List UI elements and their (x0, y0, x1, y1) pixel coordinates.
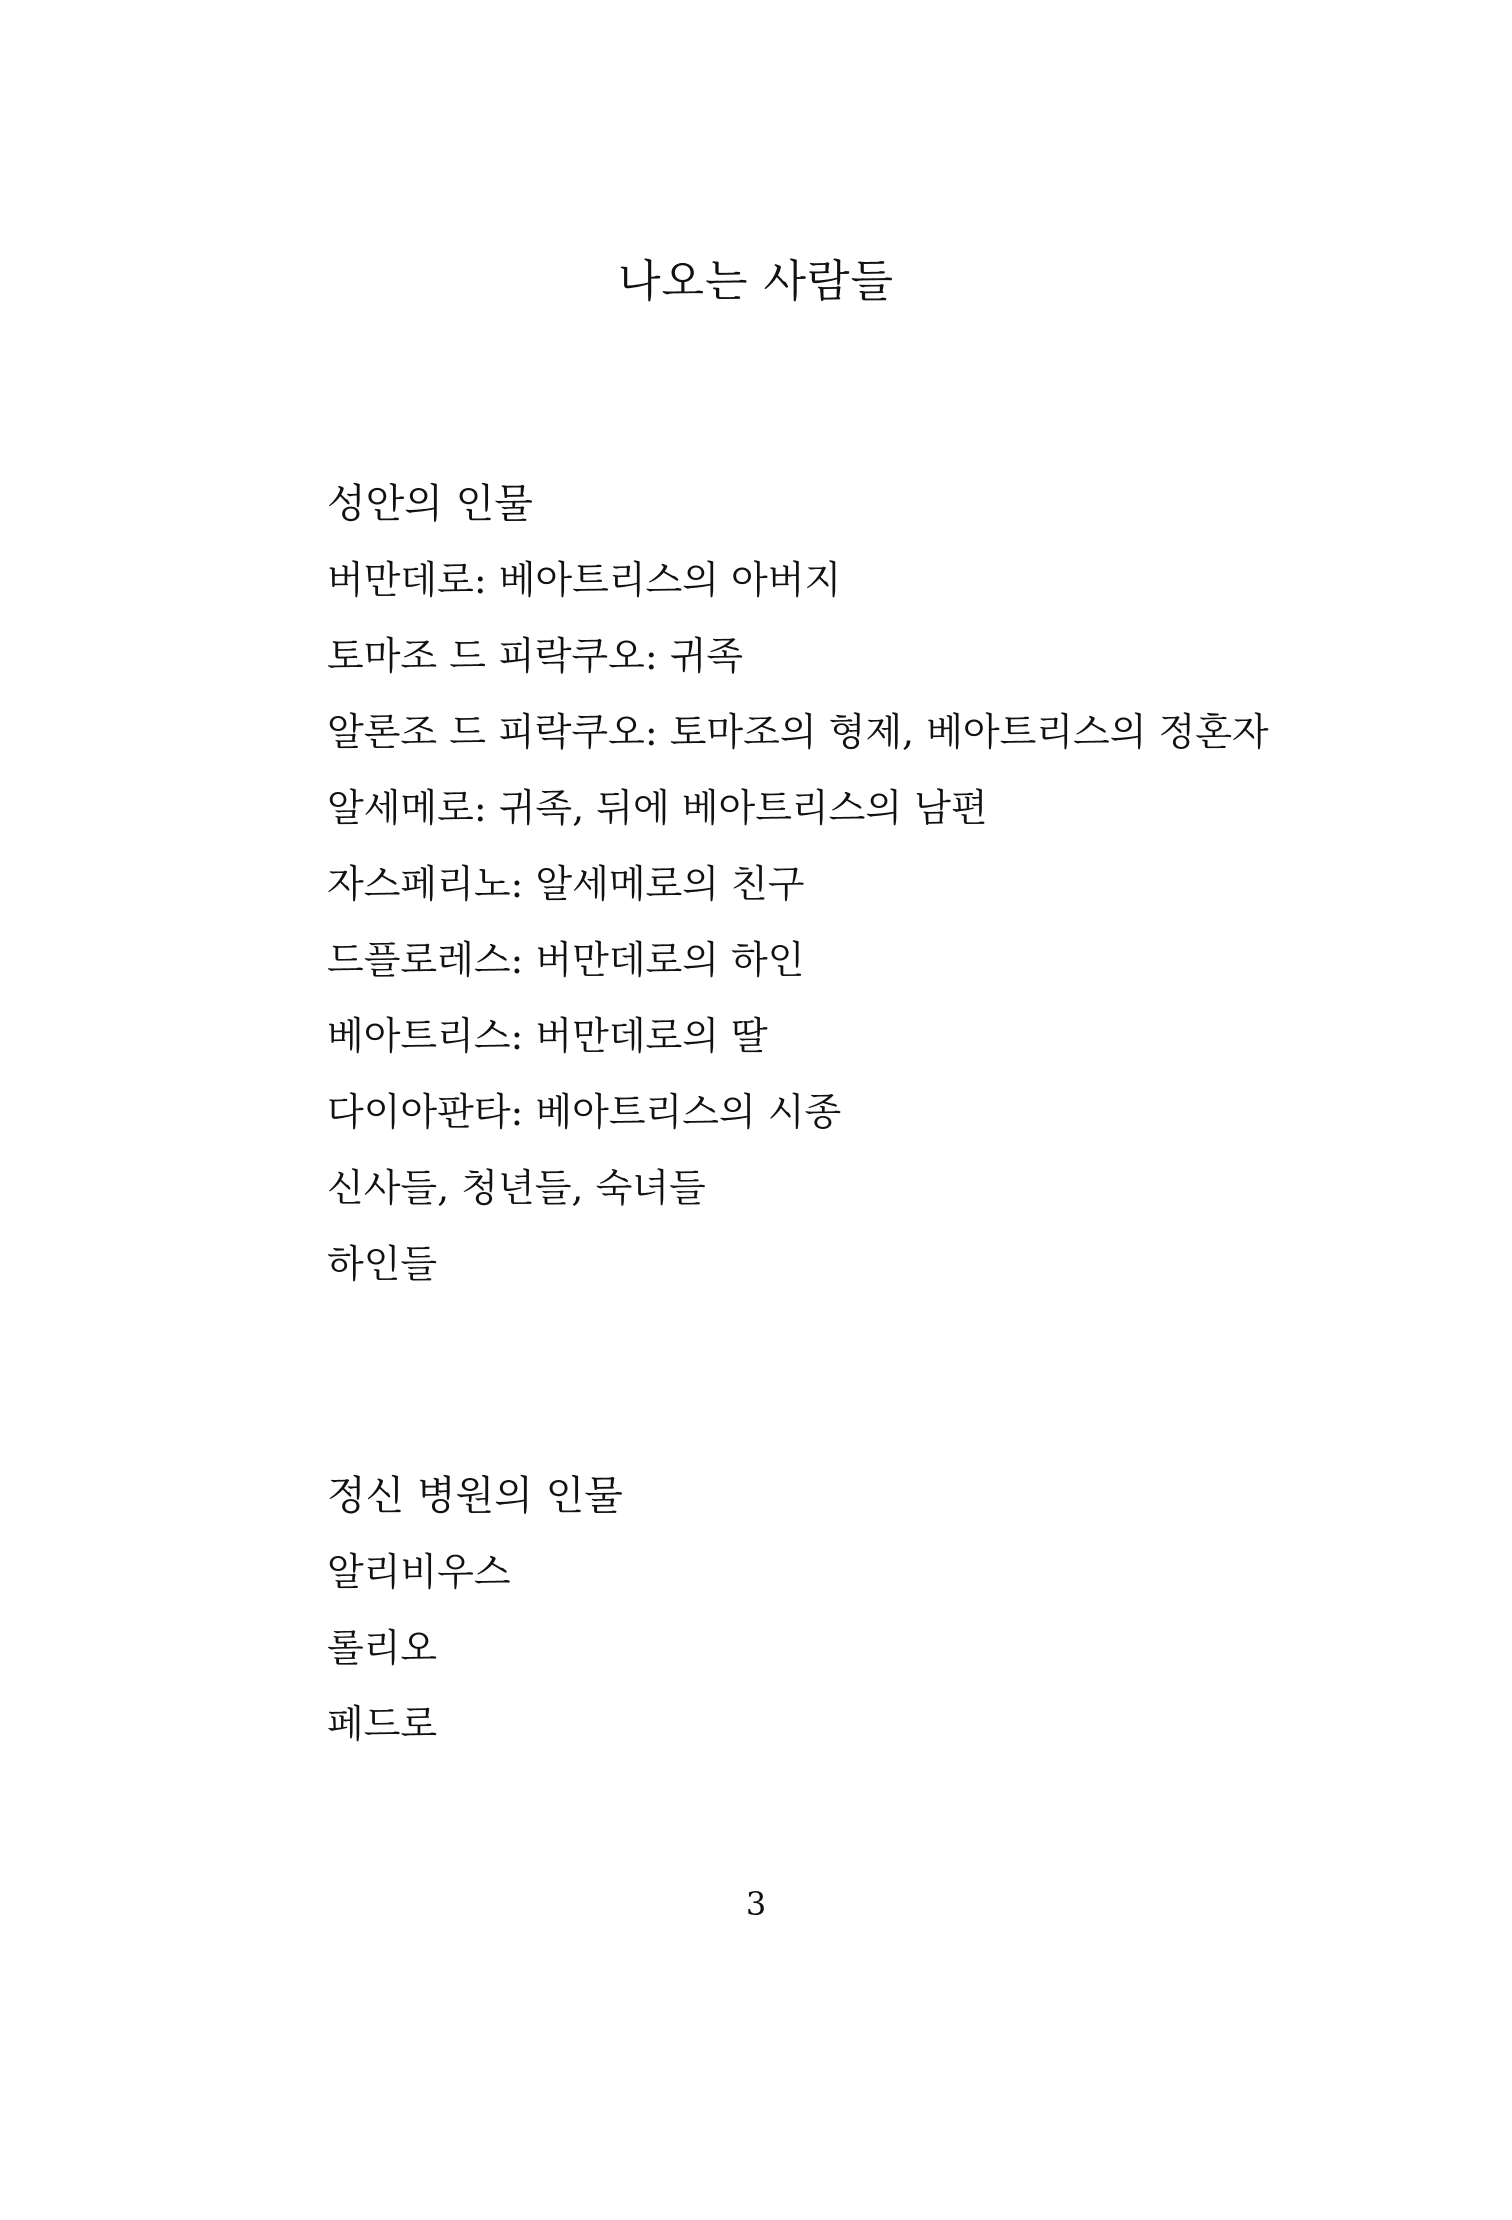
character-entry: 알리비우스 (327, 1550, 511, 1594)
character-entry: 알세메로: 귀족, 뒤에 베아트리스의 남편 (327, 786, 988, 830)
character-list (327, 1534, 1287, 1762)
character-entry: 토마조 드 피락쿠오: 귀족 (327, 634, 744, 678)
character-entry: 베아트리스: 버만데로의 딸 (327, 1014, 768, 1058)
castle-characters-section (327, 466, 1287, 1302)
character-entry: 신사들, 청년들, 숙녀들 (327, 1166, 706, 1210)
character-entry: 드플로레스: 버만데로의 하인 (327, 938, 805, 982)
character-entry: 버만데로: 베아트리스의 아버지 (327, 558, 842, 602)
character-list (327, 542, 1287, 1302)
character-entry: 자스페리노: 알세메로의 친구 (327, 862, 805, 906)
character-entry: 페드로 (327, 1702, 438, 1746)
section-heading: 성안의 인물 (327, 481, 533, 527)
character-entry: 알론조 드 피락쿠오: 토마조의 형제, 베아트리스의 정혼자 (327, 710, 1269, 754)
page-title: 나오는 사람들 (617, 256, 894, 307)
page-number: 3 (745, 1885, 767, 1923)
character-entry: 하인들 (327, 1242, 438, 1286)
character-entry: 롤리오 (327, 1626, 438, 1670)
character-entry: 다이아판타: 베아트리스의 시종 (327, 1090, 842, 1134)
section-heading: 정신 병원의 인물 (327, 1473, 623, 1519)
asylum-characters-section (327, 1458, 1287, 1762)
